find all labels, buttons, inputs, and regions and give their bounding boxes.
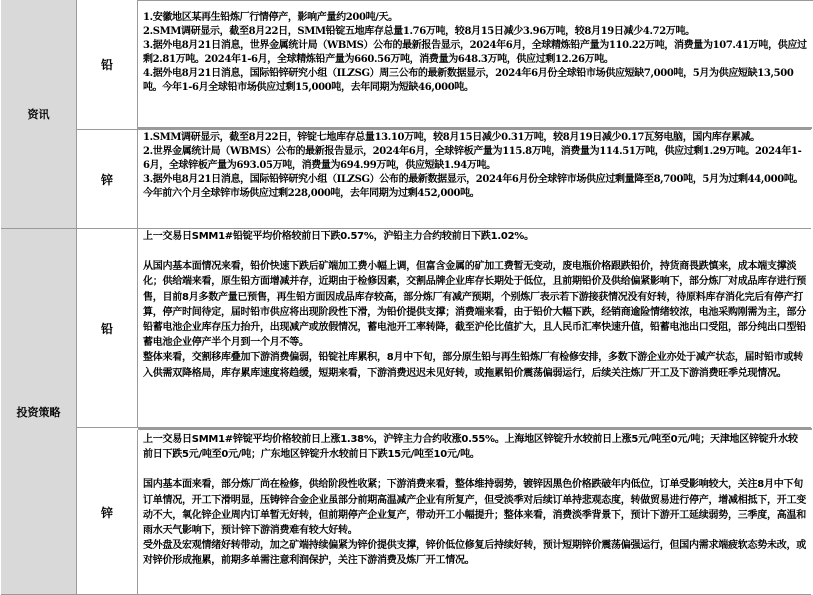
news-zinc-item: 2.世界金属统计局（WBMS）公布的最新报告显示，2024年6月，全球锌板产量为115.8万吨，消费量为114.51万吨，供应过剩1.29万吨。2024年1-6月，全球锌板产量为693.05万吨，消费量为694.99万吨，供应短缺1.94万吨。 — [143, 146, 802, 171]
metal-label-lead-news: 铅 — [77, 0, 138, 130]
metal-label-zinc-strategy: 锌 — [77, 430, 138, 595]
strategy-lead-paragraph: 从国内基本面情况来看，铅价快速下跌后矿端加工费小幅上调，但富含金属的矿加工费暂无变动，废电瓶价格跟跌铅价，持货商畏跌慎来，成本端支撑淡化；供给端来看，原生铅方面增减并存，近期由于检修因素，交割品牌企业库存长期处于低位，且前期铅价及供给偏紧影响下，部分炼厂对成品库存进行预售，目前8月多数产量已预售，再生铅方面因成品库存较高，部分炼厂有减产预期，个别炼厂表示若下游接获情况没有好转，待原料库存消化完后有停产打算，停产时间待定，届时铅市供应将出现阶段性下滑，为铅价提供支撑；消费端来看，由于铅价大幅下跌，经销商逾险情绪较浓，电池采购刚需为主，部分铅蓄电池企业库存压力抬升，出现减产或放假情况，蓄电池开工率转降，截至沪伦比值扩大，且人民币汇率快速升值，铅蓄电池出口受阻，部分纯出口型铅蓄电池企业停产半个月到一个月不等。 — [143, 261, 806, 349]
news-lead-item: 3.据外电8月21日消息，世界金属统计局（WBMS）公布的最新报告显示，2024年6月，全球精炼铅产量为110.22万吨，消费量为107.41万吨，供应过剩2.81万吨。2024年1-6月，全球精炼铅产量为660.56万吨，消费量为648.3万吨，供应过剩12.26万吨。 — [143, 40, 807, 65]
section-label-news: 资讯 — [1, 0, 77, 229]
strategy-zinc-content — [138, 430, 811, 595]
paragraph-gap — [143, 462, 807, 477]
strategy-lead-paragraph: 上一交易日SMM1#铅锭平均价格较前日下跌0.57%，沪铅主力合约较前日下跌1.02%。 — [143, 231, 534, 242]
news-lead-item: 4.据外电8月21日消息，国际铅锌研究小组（ILZSG）周三公布的最新数据显示，2024年6月份全球铅市场供应短缺7,000吨，5月为供应短缺13,500吨。今年1-6月全球铅市场供应过剩15,000吨，去年同期为短缺46,000吨。 — [143, 68, 794, 93]
news-zinc-content — [138, 130, 811, 229]
strategy-lead-paragraph: 整体来看，交割移库叠加下游消费偏弱，铅锭社库累积，8月中下旬，部分原生铅与再生铅炼厂有检修安排，多数下游企业亦处于减产状态，届时铅市或转入供需双降格局，库存累库速度将趋缓，短期来看，下游消费迟迟未见好转，或拖累铅价震荡偏弱运行，后续关注炼厂开工及下游消费旺季兑现情况。 — [143, 352, 803, 379]
strategy-lead-content — [138, 229, 811, 428]
paragraph-gap — [143, 244, 807, 259]
strategy-zinc-paragraph: 上一交易日SMM1#锌锭平均价格较前日上涨1.38%，沪锌主力合约收涨0.55%。上海地区锌锭升水较前日上涨5元/吨至0元/吨；天津地区锌锭升水较前日下跌5元/吨至0元/吨；广东地区锌锭升水较前日下跌15元/吨至10元/吨。 — [143, 434, 798, 461]
info-table — [1, 0, 811, 595]
strategy-zinc-paragraph: 国内基本面来看，部分炼厂尚在检修，供给阶段性收紧；下游消费来看，整体维持弱势，镀锌因黑色价格跌破年内低位，订单受影响较大，关注8月中下旬订单情况，开工下滑明显，压铸锌合金企业虽部分前期高温减产企业有所复产，但受淡季对后续订单持悲观态度，转做贸易进行停产，增减相抵下，开工变动不大，氧化锌企业周内订单暂无好转，但前期停产企业复产，带动开工小幅提升；整体来看，消费淡季背景下，预计下游开工延续弱势，三季度，高温和雨水天气影响下，预计锌下游消费难有较大好转。 — [143, 479, 806, 537]
news-lead-item: 1.安徽地区某再生铅炼厂行情停产，影响产量约200吨/天。 — [143, 12, 398, 23]
news-zinc-item: 3.据外电8月21日消息，国际铅锌研究小组（ILZSG）公布的最新数据显示，2024年6月份全球锌市场供应过剩量降至8,700吨，5月为过剩44,000吨。今年前六个月全球锌市场供应过剩228,000吨，去年同期为过剩452,000吨。 — [143, 174, 804, 199]
news-lead-item: 2.SMM调研显示，截至8月22日，SMM铅锭五地库存总量1.76万吨，较8月15日减少3.96万吨，较8月19日减少4.72万吨。 — [143, 26, 695, 37]
news-zinc-item: 1.SMM调研显示，截至8月22日，锌锭七地库存总量13.10万吨，较8月15日减少0.31万吨，较8月19日减少0.17瓦努电脑，国内库存累减。 — [143, 132, 760, 143]
row-divider — [138, 127, 812, 129]
news-lead-content — [138, 0, 811, 130]
metal-label-lead-strategy: 铅 — [77, 229, 138, 428]
section-label-strategy: 投资策略 — [1, 229, 77, 595]
strategy-zinc-paragraph: 受外盘及宏观情绪好转带动，加之矿端持续偏紧为锌价提供支撑，锌价低位修复后持续好转，预计短期锌价震荡偏强运行，但国内需求端疲软态势未改，或对锌价形成拖累，前期多单需注意利润保护，关注下游消费及炼厂开工情况。 — [143, 540, 806, 567]
metal-label-zinc-news: 锌 — [77, 130, 138, 229]
